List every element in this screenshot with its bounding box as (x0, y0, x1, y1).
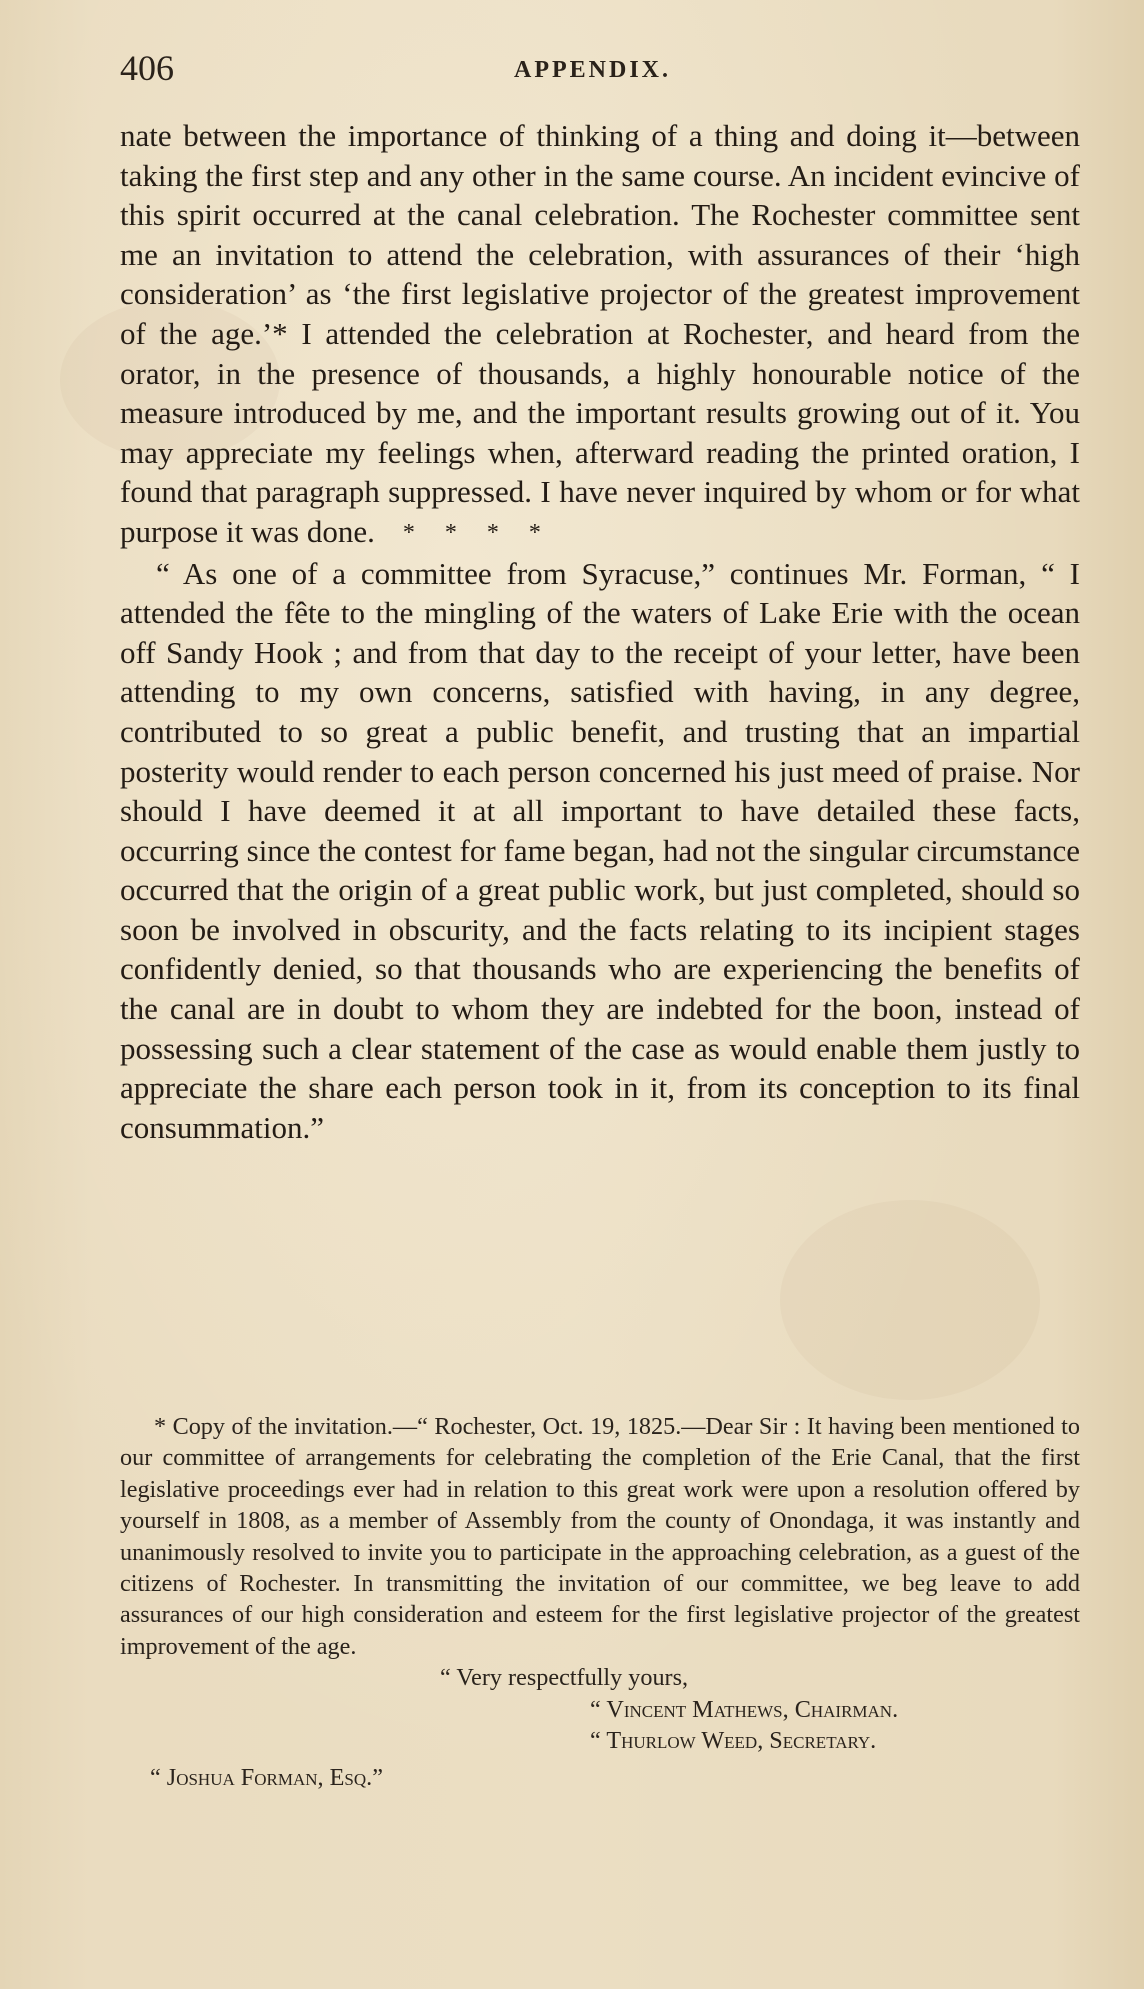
paragraph-text: nate between the importance of thinking of a thing and doing it—between taking the first step and any other in the same course. An incident evincive of this spirit occurred at the canal celebration. The Rochester committee sent me an invitation to attend the celebration, with assurances of their ‘high consideration’ as ‘the first legislative projector of the greatest improvement of the age.’* I attended the celebration at Rochester, and heard from the orator, in the presence of thousands, a highly honourable notice of the measure introduced by me, and the important results growing out of it. You may appreciate my feelings when, afterward reading the printed oration, I found that paragraph suppressed. I have never inquired by whom or for what purpose it was done. (120, 118, 1080, 549)
asterisk-break: * * * * (402, 519, 553, 546)
page-number: 406 (120, 48, 174, 88)
page-header (120, 44, 1080, 92)
footnote (120, 1411, 1080, 1794)
main-text (120, 116, 1080, 1147)
paragraph (120, 116, 1080, 554)
paragraph: “ As one of a committee from Syracuse,” continues Mr. Forman, “ I attended the fête to the mingling of the waters of Lake Erie with the ocean off Sandy Hook ; and from that day to the receipt of your letter, have been attending to my own concerns, satisfied with having, in any degree, contributed to so great a public benefit, and trusting that an impartial posterity would render to each person concerned his just meed of praise. Nor should I have deemed it at all important to have detailed these facts, occurring since the contest for fame began, had not the singular circumstance occurred that the origin of a great public work, but just completed, should so soon be involved in obscurity, and the facts relating to its incipient stages confidently denied, so that thousands who are experiencing the benefits of the canal are in doubt to whom they are indebted for the boon, instead of possessing such a clear statement of the case as would enable them justly to appreciate the share each person took in it, from its conception to its final consummation.” (120, 555, 1080, 1145)
letter-closing: “ Very respectfully yours, (440, 1664, 689, 1692)
signer-chairman: “ Vincent Mathews, Chairman. (590, 1695, 899, 1723)
signer-secretary: “ Thurlow Weed, Secretary. (590, 1727, 877, 1755)
footnote-text: * Copy of the invitation.—“ Rochester, Oct. 19, 1825.—Dear Sir : It having been mentioned to our committee of arrangements for celebrating the completion of the Erie Canal, that the first legislative proceedings ever had in relation to this great work were upon a resolution offered by yourself in 1808, as a member of Assembly from the county of Onondaga, it was instantly and unanimously resolved to invite you to participate in the approaching celebration, as a guest of the citizens of Rochester. In transmitting the invitation of our committee, we beg leave to add assurances of our high consideration and esteem for the first legislative projector of the greatest improvement of the age. (120, 1413, 1080, 1660)
paper-stain (780, 1200, 1040, 1400)
addressee: “ Joshua Forman, Esq.” (150, 1764, 383, 1792)
running-head: APPENDIX. (514, 57, 671, 83)
